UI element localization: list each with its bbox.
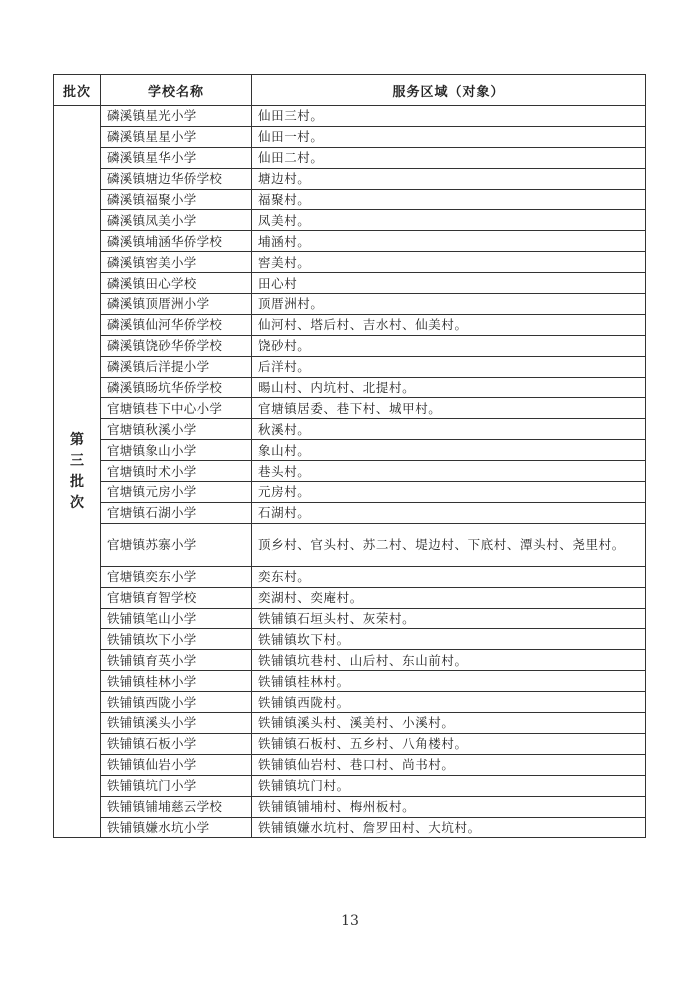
school-name-cell: 铁铺镇仙岩小学: [101, 754, 252, 775]
table-row: [54, 566, 646, 587]
school-name-cell: 铁铺镇石板小学: [101, 733, 252, 754]
table-row: [54, 377, 646, 398]
table-row: [54, 252, 646, 273]
school-name-cell: 官塘镇巷下中心小学: [101, 398, 252, 419]
table-row: [54, 147, 646, 168]
school-name-cell: 磷溪镇后洋提小学: [101, 356, 252, 377]
table-row: [54, 210, 646, 231]
table-row: [54, 356, 646, 377]
service-area-cell: 仙田一村。: [252, 126, 646, 147]
service-area-cell: 田心村: [252, 273, 646, 294]
school-name-cell: 铁铺镇铺埔慈云学校: [101, 796, 252, 817]
service-area-cell: 后洋村。: [252, 356, 646, 377]
school-name-cell: 磷溪镇顶厝洲小学: [101, 294, 252, 315]
service-area-cell: 铁铺镇嫌水坑村、詹罗田村、大坑村。: [252, 817, 646, 838]
service-area-cell: 铁铺镇石垣头村、灰荣村。: [252, 608, 646, 629]
school-name-cell: 官塘镇奕东小学: [101, 566, 252, 587]
school-name-cell: 铁铺镇笔山小学: [101, 608, 252, 629]
table-row: [54, 440, 646, 461]
service-area-cell: 铁铺镇溪头村、溪美村、小溪村。: [252, 713, 646, 734]
service-area-cell: 铁铺镇铺埔村、梅州板村。: [252, 796, 646, 817]
service-area-cell: 暘山村、内坑村、北提村。: [252, 377, 646, 398]
school-name-cell: 磷溪镇饶砂华侨学校: [101, 335, 252, 356]
school-name-cell: 官塘镇秋溪小学: [101, 419, 252, 440]
table-row: [54, 398, 646, 419]
school-name-cell: 磷溪镇星华小学: [101, 147, 252, 168]
school-name-cell: 铁铺镇嫌水坑小学: [101, 817, 252, 838]
table-row: [54, 587, 646, 608]
table-row: [54, 502, 646, 523]
school-name-cell: 铁铺镇育英小学: [101, 650, 252, 671]
service-area-cell: 铁铺镇坑巷村、山后村、东山前村。: [252, 650, 646, 671]
school-name-cell: 磷溪镇福聚小学: [101, 189, 252, 210]
table-row: [54, 335, 646, 356]
table-row: [54, 273, 646, 294]
school-name-cell: 磷溪镇凤美小学: [101, 210, 252, 231]
school-name-cell: 磷溪镇仙河华侨学校: [101, 314, 252, 335]
service-area-cell: 象山村。: [252, 440, 646, 461]
table-row: [54, 713, 646, 734]
page-number: 13: [341, 913, 359, 929]
table-row: [54, 106, 646, 127]
service-area-cell: 铁铺镇西陇村。: [252, 692, 646, 713]
header-service-area: 服务区域（对象）: [252, 75, 646, 106]
table-row: [54, 629, 646, 650]
service-area-cell: 仙河村、塔后村、吉水村、仙美村。: [252, 314, 646, 335]
school-name-cell: 铁铺镇坎下小学: [101, 629, 252, 650]
batch-label: 第三批次: [70, 431, 84, 511]
service-area-cell: 仙田二村。: [252, 147, 646, 168]
service-area-cell: 凤美村。: [252, 210, 646, 231]
table-row: [54, 650, 646, 671]
table-row: [54, 419, 646, 440]
service-area-cell: 铁铺镇石板村、五乡村、八角楼村。: [252, 733, 646, 754]
service-area-cell: 秋溪村。: [252, 419, 646, 440]
service-area-cell: 塘边村。: [252, 168, 646, 189]
school-name-cell: 官塘镇苏寨小学: [101, 523, 252, 566]
table-row: [54, 817, 646, 838]
table-row: [54, 168, 646, 189]
school-name-cell: 官塘镇育智学校: [101, 587, 252, 608]
header-school-name: 学校名称: [101, 75, 252, 106]
service-area-cell: 饶砂村。: [252, 335, 646, 356]
school-name-cell: 磷溪镇窖美小学: [101, 252, 252, 273]
service-area-cell: 石湖村。: [252, 502, 646, 523]
school-name-cell: 铁铺镇坑门小学: [101, 775, 252, 796]
school-name-cell: 磷溪镇星星小学: [101, 126, 252, 147]
service-area-cell: 埔涵村。: [252, 231, 646, 252]
table-row: [54, 314, 646, 335]
service-area-cell: 铁铺镇仙岩村、巷口村、尚书村。: [252, 754, 646, 775]
header-batch: 批次: [54, 75, 101, 106]
table-row: [54, 796, 646, 817]
service-area-cell: 顶厝洲村。: [252, 294, 646, 315]
school-name-cell: 官塘镇石湖小学: [101, 502, 252, 523]
school-name-cell: 磷溪镇星光小学: [101, 106, 252, 127]
service-area-cell: 仙田三村。: [252, 106, 646, 127]
service-area-cell: 铁铺镇桂林村。: [252, 671, 646, 692]
service-area-cell: 巷头村。: [252, 461, 646, 482]
service-area-cell: 元房村。: [252, 482, 646, 503]
table-row: [54, 671, 646, 692]
table-row: [54, 461, 646, 482]
table-row: [54, 692, 646, 713]
table-body: [54, 106, 646, 838]
table-row: [54, 775, 646, 796]
school-name-cell: 官塘镇象山小学: [101, 440, 252, 461]
service-area-cell: 铁铺镇坎下村。: [252, 629, 646, 650]
school-name-cell: 铁铺镇西陇小学: [101, 692, 252, 713]
school-service-area-table: [53, 74, 646, 838]
service-area-cell: 顶乡村、官头村、苏二村、堤边村、下底村、潭头村、尧里村。: [252, 523, 646, 566]
service-area-cell: 官塘镇居委、巷下村、城甲村。: [252, 398, 646, 419]
service-area-cell: 铁铺镇坑门村。: [252, 775, 646, 796]
school-name-cell: 磷溪镇田心学校: [101, 273, 252, 294]
service-area-cell: 奕东村。: [252, 566, 646, 587]
table-row: [54, 608, 646, 629]
table-row: [54, 231, 646, 252]
school-name-cell: 铁铺镇桂林小学: [101, 671, 252, 692]
school-name-cell: 官塘镇时术小学: [101, 461, 252, 482]
table-header: [54, 75, 646, 106]
school-name-cell: 磷溪镇旸坑华侨学校: [101, 377, 252, 398]
school-name-cell: 磷溪镇塘边华侨学校: [101, 168, 252, 189]
header-row: [54, 75, 646, 106]
table-row: [54, 294, 646, 315]
school-name-cell: 铁铺镇溪头小学: [101, 713, 252, 734]
school-name-cell: 磷溪镇埔涵华侨学校: [101, 231, 252, 252]
school-name-cell: 官塘镇元房小学: [101, 482, 252, 503]
batch-cell: [54, 106, 101, 838]
service-area-cell: 奕湖村、奕庵村。: [252, 587, 646, 608]
table-row: [54, 733, 646, 754]
table-row: [54, 754, 646, 775]
table-row: [54, 482, 646, 503]
service-area-cell: 窖美村。: [252, 252, 646, 273]
service-area-cell: 福聚村。: [252, 189, 646, 210]
table-row: [54, 523, 646, 566]
table-row: [54, 189, 646, 210]
table-row: [54, 126, 646, 147]
